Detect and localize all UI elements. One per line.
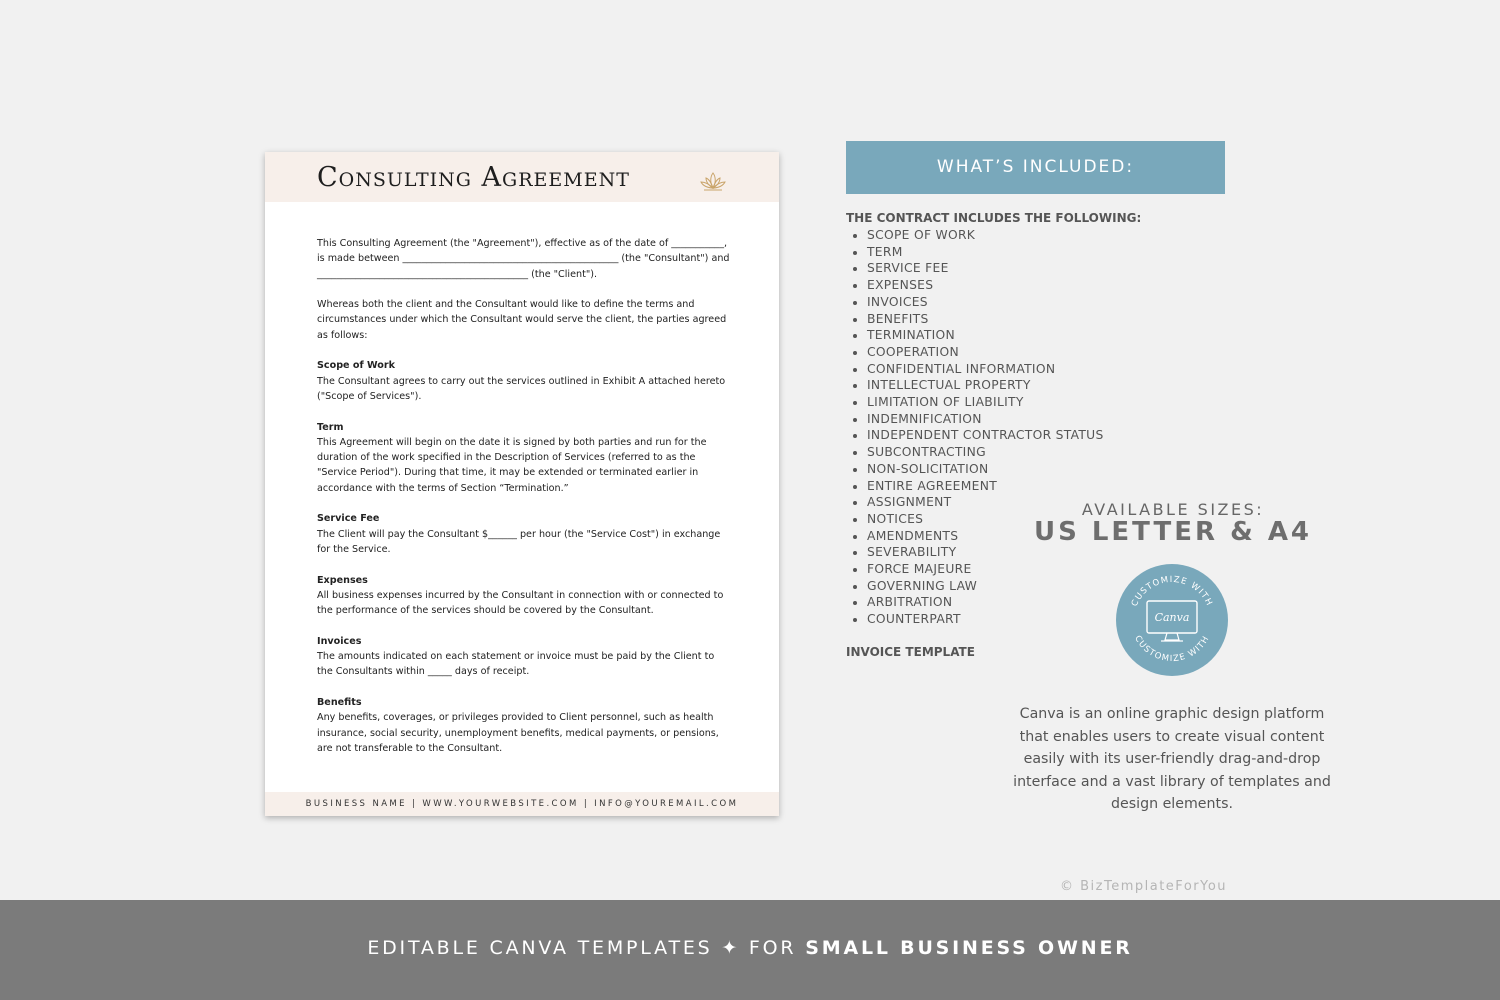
canva-logo-text: Canva: [1154, 611, 1190, 624]
list-item: • ARBITRATION: [867, 594, 1104, 611]
section-text: Any benefits, coverages, or privileges provided to Client personnel, such as health insurance, social security, unemployment benefits, medical payments, or pensions, are not transferable to the Consultant.: [317, 712, 719, 754]
list-item: • CONFIDENTIAL INFORMATION: [867, 361, 1104, 378]
agreement-section: [317, 695, 731, 756]
document-header: [265, 152, 779, 202]
whereas-paragraph: Whereas both the client and the Consultant would like to define the terms and circumstances under which the Consultant would serve the client, the parties agreed as follows:: [317, 299, 727, 341]
list-item: • SCOPE OF WORK: [867, 227, 1104, 244]
section-text: The Consultant agrees to carry out the services outlined in Exhibit A attached hereto ("Scope of Services").: [317, 375, 726, 402]
bottom-banner-emphasis: SMALL BUSINESS OWNER: [805, 937, 1133, 959]
whats-included-banner: WHAT’S INCLUDED:: [846, 141, 1225, 194]
list-item: • SUBCONTRACTING: [867, 444, 1104, 461]
agreement-section: [317, 420, 731, 496]
badge-bottom-text: CUSTOMIZE WITH: [1132, 633, 1212, 665]
list-item: • NOTICES: [867, 511, 1104, 528]
section-text: The amounts indicated on each statement or invoice must be paid by the Client to the Consultants within _____ days of receipt.: [317, 651, 715, 678]
agreement-section: [317, 573, 731, 619]
bottom-banner-text: [0, 937, 1500, 959]
list-item: • TERMINATION: [867, 327, 1104, 344]
list-item: • INDEPENDENT CONTRACTOR STATUS: [867, 427, 1104, 444]
list-item: • ASSIGNMENT: [867, 494, 1104, 511]
bottom-banner-prefix: EDITABLE CANVA TEMPLATES ✦ FOR: [367, 937, 806, 959]
list-item: • SERVICE FEE: [867, 260, 1104, 277]
available-sizes-value: US LETTER & A4: [1033, 517, 1313, 547]
intro-paragraph: This Consulting Agreement (the "Agreement"), effective as of the date of ___________, is made between _____________________________________________ (the "Consultant") and ____________________________________________ (the "Client").: [317, 238, 730, 280]
document-body: [317, 236, 731, 771]
badge-top-text: CUSTOMIZE WITH: [1129, 574, 1215, 609]
section-heading: Expenses: [317, 574, 368, 586]
document-preview: [265, 152, 779, 816]
section-text: The Client will pay the Consultant $______ per hour (the "Service Cost") in exchange for the Service.: [317, 528, 721, 555]
lotus-icon: [700, 170, 726, 192]
list-item: • INTELLECTUAL PROPERTY: [867, 377, 1104, 394]
list-item: • TERM: [867, 244, 1104, 261]
contract-feature-list: [846, 227, 1104, 628]
list-item: • BENEFITS: [867, 311, 1104, 328]
list-item: • SEVERABILITY: [867, 544, 1104, 561]
section-heading: Benefits: [317, 696, 362, 708]
available-sizes-label: AVAILABLE SIZES:: [1081, 500, 1265, 519]
agreement-section: [317, 511, 731, 557]
list-item: • INDEMNIFICATION: [867, 411, 1104, 428]
section-heading: Scope of Work: [317, 360, 395, 372]
contract-list-heading: THE CONTRACT INCLUDES THE FOLLOWING:: [846, 211, 1142, 225]
list-item: • GOVERNING LAW: [867, 578, 1104, 595]
list-item: • EXPENSES: [867, 277, 1104, 294]
list-item: • LIMITATION OF LIABILITY: [867, 394, 1104, 411]
list-item: • ENTIRE AGREEMENT: [867, 478, 1104, 495]
section-text: This Agreement will begin on the date it is signed by both parties and run for the duration of the work specified in the Description of Services (referred to as the "Service Period"). During that time, it may be extended or terminated earlier in accordance with the terms of Section “Termination.”: [317, 436, 707, 494]
section-heading: Service Fee: [317, 513, 380, 525]
document-footer: BUSINESS NAME | WWW.YOURWEBSITE.COM | INFO@YOUREMAIL.COM: [265, 792, 779, 816]
list-item: • INVOICES: [867, 294, 1104, 311]
agreement-section: [317, 634, 731, 680]
list-item: • AMENDMENTS: [867, 528, 1104, 545]
copyright-text: © BizTemplateForYou: [1060, 879, 1228, 894]
list-item: • FORCE MAJEURE: [867, 561, 1104, 578]
section-text: All business expenses incurred by the Consultant in connection with or connected to the performance of the services should be covered by the Consultant.: [317, 589, 724, 617]
agreement-section: [317, 358, 731, 404]
list-item: • COUNTERPART: [867, 611, 1104, 628]
list-item: • NON-SOLICITATION: [867, 461, 1104, 478]
canva-description: Canva is an online graphic design platform that enables users to create visual content easily with its user-friendly drag-and-drop interface and a vast library of templates and design elements.: [1013, 706, 1331, 813]
list-item: • COOPERATION: [867, 344, 1104, 361]
invoice-template-label: INVOICE TEMPLATE: [846, 645, 975, 659]
customize-with-canva-badge: [1115, 563, 1229, 677]
bottom-banner: [0, 900, 1500, 1000]
document-title: Consulting Agreement: [317, 162, 630, 193]
agreement-sections: [317, 358, 731, 756]
section-heading: Invoices: [317, 635, 362, 647]
section-heading: Term: [317, 421, 344, 433]
